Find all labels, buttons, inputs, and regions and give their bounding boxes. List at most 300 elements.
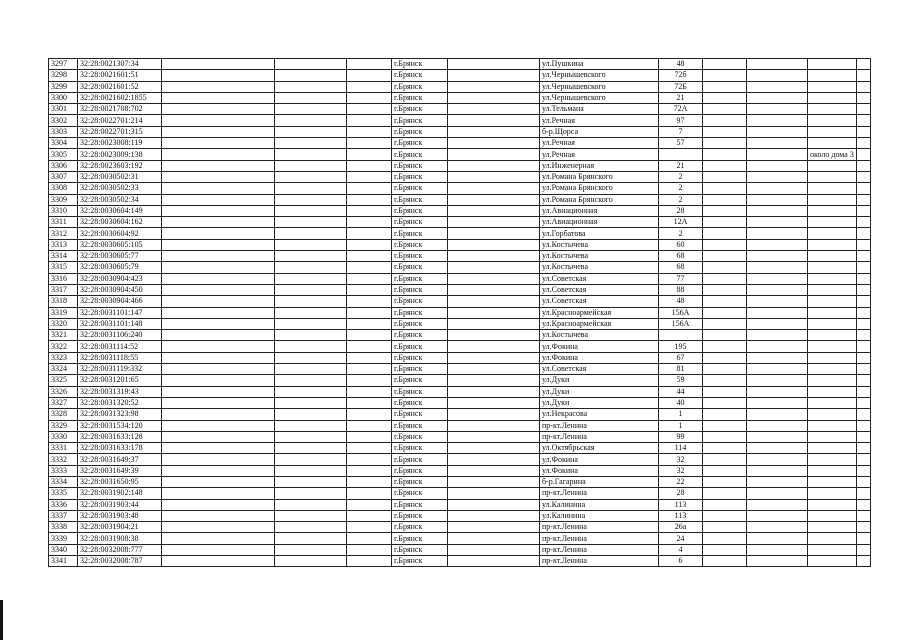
empty-cell [448, 115, 540, 126]
empty-cell [448, 70, 540, 81]
empty-cell [448, 59, 540, 70]
note-cell [808, 330, 857, 341]
empty-cell [347, 59, 392, 70]
table-row [49, 307, 871, 318]
empty-cell [747, 183, 808, 194]
table-row [49, 251, 871, 262]
note-cell [808, 341, 857, 352]
note-cell [808, 205, 857, 216]
empty-cell [703, 59, 747, 70]
row-number-cell: 3312 [49, 228, 78, 239]
table-row [49, 318, 871, 329]
street-cell: ул.Фокина [540, 341, 659, 352]
empty-cell [856, 251, 870, 262]
note-cell [808, 115, 857, 126]
empty-cell [747, 262, 808, 273]
empty-cell [448, 160, 540, 171]
note-cell [808, 183, 857, 194]
empty-cell [162, 183, 275, 194]
empty-cell [856, 194, 870, 205]
house-number-cell: 28 [659, 488, 703, 499]
empty-cell [162, 262, 275, 273]
scan-margin-mark [0, 600, 3, 640]
empty-cell [448, 251, 540, 262]
empty-cell [448, 352, 540, 363]
empty-cell [703, 556, 747, 567]
empty-cell [856, 205, 870, 216]
city-cell: г.Брянск [392, 431, 448, 442]
empty-cell [448, 397, 540, 408]
empty-cell [448, 330, 540, 341]
note-cell [808, 104, 857, 115]
empty-cell [747, 296, 808, 307]
empty-cell [162, 194, 275, 205]
city-cell: г.Брянск [392, 330, 448, 341]
empty-cell [162, 352, 275, 363]
row-number-cell: 3307 [49, 171, 78, 182]
table-row [49, 420, 871, 431]
empty-cell [162, 330, 275, 341]
house-number-cell: 28 [659, 205, 703, 216]
empty-cell [162, 228, 275, 239]
street-cell: ул.Некрасова [540, 409, 659, 420]
empty-cell [347, 454, 392, 465]
house-number-cell: 97 [659, 115, 703, 126]
empty-cell [856, 183, 870, 194]
empty-cell [347, 126, 392, 137]
empty-cell [856, 352, 870, 363]
street-cell: ул.Речная [540, 115, 659, 126]
empty-cell [856, 104, 870, 115]
cadastral-number-cell: 32:28:0031118:55 [78, 352, 162, 363]
house-number-cell: 113 [659, 499, 703, 510]
empty-cell [162, 251, 275, 262]
city-cell: г.Брянск [392, 420, 448, 431]
city-cell: г.Брянск [392, 522, 448, 533]
empty-cell [747, 522, 808, 533]
empty-cell [275, 81, 347, 92]
empty-cell [275, 59, 347, 70]
empty-cell [703, 431, 747, 442]
street-cell: ул.Советская [540, 284, 659, 295]
row-number-cell: 3326 [49, 386, 78, 397]
street-cell: пр-кт.Ленина [540, 544, 659, 555]
note-cell [808, 443, 857, 454]
street-cell: ул.Инженерная [540, 160, 659, 171]
table-row [49, 59, 871, 70]
empty-cell [747, 92, 808, 103]
empty-cell [275, 364, 347, 375]
row-number-cell: 3299 [49, 81, 78, 92]
house-number-cell: 2 [659, 183, 703, 194]
note-cell [808, 217, 857, 228]
street-cell: ул.Чернышевского [540, 92, 659, 103]
empty-cell [347, 465, 392, 476]
empty-cell [747, 228, 808, 239]
cadastral-number-cell: 32:28:0031101:147 [78, 307, 162, 318]
empty-cell [703, 533, 747, 544]
empty-cell [703, 409, 747, 420]
cadastral-number-cell: 32:28:0031650:95 [78, 476, 162, 487]
empty-cell [347, 273, 392, 284]
empty-cell [275, 296, 347, 307]
empty-cell [347, 533, 392, 544]
empty-cell [275, 307, 347, 318]
empty-cell [347, 217, 392, 228]
empty-cell [747, 499, 808, 510]
house-number-cell: 2 [659, 171, 703, 182]
house-number-cell: 12А [659, 217, 703, 228]
row-number-cell: 3336 [49, 499, 78, 510]
empty-cell [275, 522, 347, 533]
empty-cell [448, 205, 540, 216]
empty-cell [162, 397, 275, 408]
row-number-cell: 3330 [49, 431, 78, 442]
street-cell: ул.Фокина [540, 352, 659, 363]
empty-cell [703, 499, 747, 510]
house-number-cell: 81 [659, 364, 703, 375]
empty-cell [162, 92, 275, 103]
row-number-cell: 3337 [49, 510, 78, 521]
street-cell: ул.Калинина [540, 510, 659, 521]
city-cell: г.Брянск [392, 307, 448, 318]
empty-cell [162, 454, 275, 465]
empty-cell [703, 420, 747, 431]
house-number-cell: 40 [659, 397, 703, 408]
row-number-cell: 3311 [49, 217, 78, 228]
street-cell: пр-кт.Ленина [540, 488, 659, 499]
empty-cell [162, 431, 275, 442]
cadastral-number-cell: 32:28:0031903:48 [78, 510, 162, 521]
empty-cell [856, 499, 870, 510]
row-number-cell: 3339 [49, 533, 78, 544]
cadastral-number-cell: 32:28:0031319:43 [78, 386, 162, 397]
table-row [49, 409, 871, 420]
street-cell: б-р.Щорса [540, 126, 659, 137]
empty-cell [703, 183, 747, 194]
row-number-cell: 3314 [49, 251, 78, 262]
row-number-cell: 3302 [49, 115, 78, 126]
empty-cell [747, 510, 808, 521]
table-row [49, 522, 871, 533]
street-cell: пр-кт.Ленина [540, 533, 659, 544]
empty-cell [347, 364, 392, 375]
street-cell: ул.Чернышевского [540, 70, 659, 81]
table-row [49, 239, 871, 250]
empty-cell [747, 533, 808, 544]
empty-cell [347, 70, 392, 81]
cadastral-number-cell: 32:28:0031106:240 [78, 330, 162, 341]
cadastral-number-cell: 32:28:0030604:149 [78, 205, 162, 216]
empty-cell [703, 307, 747, 318]
empty-cell [856, 307, 870, 318]
empty-cell [703, 228, 747, 239]
empty-cell [347, 431, 392, 442]
note-cell [808, 499, 857, 510]
registry-table [48, 58, 871, 567]
empty-cell [275, 160, 347, 171]
cadastral-number-cell: 32:28:0021602:1855 [78, 92, 162, 103]
empty-cell [747, 205, 808, 216]
empty-cell [448, 307, 540, 318]
empty-cell [347, 262, 392, 273]
empty-cell [703, 284, 747, 295]
empty-cell [347, 341, 392, 352]
city-cell: г.Брянск [392, 149, 448, 160]
cadastral-number-cell: 32:28:0031649:37 [78, 454, 162, 465]
note-cell [808, 465, 857, 476]
empty-cell [275, 443, 347, 454]
city-cell: г.Брянск [392, 443, 448, 454]
empty-cell [856, 341, 870, 352]
cadastral-number-cell: 32:28:0031114:52 [78, 341, 162, 352]
cadastral-number-cell: 32:28:0031904:21 [78, 522, 162, 533]
empty-cell [856, 386, 870, 397]
empty-cell [747, 59, 808, 70]
empty-cell [448, 217, 540, 228]
empty-cell [275, 115, 347, 126]
empty-cell [162, 488, 275, 499]
empty-cell [703, 92, 747, 103]
empty-cell [162, 126, 275, 137]
empty-cell [703, 251, 747, 262]
table-row [49, 126, 871, 137]
empty-cell [856, 126, 870, 137]
city-cell: г.Брянск [392, 454, 448, 465]
empty-cell [347, 409, 392, 420]
note-cell [808, 556, 857, 567]
empty-cell [856, 239, 870, 250]
empty-cell [703, 217, 747, 228]
city-cell: г.Брянск [392, 126, 448, 137]
city-cell: г.Брянск [392, 81, 448, 92]
house-number-cell: 32 [659, 465, 703, 476]
house-number-cell: 67 [659, 352, 703, 363]
empty-cell [275, 194, 347, 205]
empty-cell [703, 454, 747, 465]
city-cell: г.Брянск [392, 228, 448, 239]
table-row [49, 397, 871, 408]
street-cell: ул.Советская [540, 273, 659, 284]
empty-cell [162, 70, 275, 81]
empty-cell [448, 454, 540, 465]
empty-cell [347, 307, 392, 318]
row-number-cell: 3335 [49, 488, 78, 499]
note-cell [808, 318, 857, 329]
note-cell: около дома 3 [808, 149, 857, 160]
empty-cell [703, 262, 747, 273]
empty-cell [703, 81, 747, 92]
table-row [49, 386, 871, 397]
empty-cell [747, 239, 808, 250]
empty-cell [747, 104, 808, 115]
empty-cell [448, 488, 540, 499]
empty-cell [747, 556, 808, 567]
cadastral-number-cell: 32:28:0030605:79 [78, 262, 162, 273]
street-cell: ул.Тельмана [540, 104, 659, 115]
street-cell: ул.Костычева [540, 251, 659, 262]
house-number-cell: 88 [659, 284, 703, 295]
empty-cell [347, 138, 392, 149]
city-cell: г.Брянск [392, 533, 448, 544]
empty-cell [448, 318, 540, 329]
street-cell: ул.Чернышевского [540, 81, 659, 92]
empty-cell [703, 126, 747, 137]
street-cell: ул.Фокина [540, 454, 659, 465]
empty-cell [275, 205, 347, 216]
row-number-cell: 3341 [49, 556, 78, 567]
street-cell: ул.Фокина [540, 465, 659, 476]
empty-cell [703, 510, 747, 521]
city-cell: г.Брянск [392, 510, 448, 521]
empty-cell [448, 420, 540, 431]
city-cell: г.Брянск [392, 273, 448, 284]
empty-cell [162, 375, 275, 386]
empty-cell [747, 273, 808, 284]
street-cell: ул.Романа Брянского [540, 171, 659, 182]
empty-cell [162, 465, 275, 476]
note-cell [808, 386, 857, 397]
empty-cell [275, 251, 347, 262]
empty-cell [162, 296, 275, 307]
note-cell [808, 522, 857, 533]
house-number-cell: 4 [659, 544, 703, 555]
row-number-cell: 3329 [49, 420, 78, 431]
empty-cell [347, 239, 392, 250]
empty-cell [856, 556, 870, 567]
house-number-cell: 60 [659, 239, 703, 250]
row-number-cell: 3303 [49, 126, 78, 137]
empty-cell [275, 454, 347, 465]
note-cell [808, 375, 857, 386]
empty-cell [747, 375, 808, 386]
house-number-cell: 68 [659, 251, 703, 262]
empty-cell [162, 386, 275, 397]
empty-cell [347, 296, 392, 307]
empty-cell [856, 330, 870, 341]
row-number-cell: 3308 [49, 183, 78, 194]
cadastral-number-cell: 32:28:0031323:98 [78, 409, 162, 420]
empty-cell [856, 115, 870, 126]
city-cell: г.Брянск [392, 284, 448, 295]
city-cell: г.Брянск [392, 375, 448, 386]
empty-cell [448, 126, 540, 137]
house-number-cell [659, 330, 703, 341]
empty-cell [703, 149, 747, 160]
empty-cell [703, 364, 747, 375]
table-row [49, 341, 871, 352]
empty-cell [448, 284, 540, 295]
row-number-cell: 3328 [49, 409, 78, 420]
empty-cell [747, 318, 808, 329]
empty-cell [448, 556, 540, 567]
note-cell [808, 397, 857, 408]
city-cell: г.Брянск [392, 171, 448, 182]
empty-cell [347, 443, 392, 454]
empty-cell [747, 70, 808, 81]
empty-cell [162, 239, 275, 250]
city-cell: г.Брянск [392, 160, 448, 171]
cadastral-number-cell: 32:28:0031649:39 [78, 465, 162, 476]
house-number-cell: 99 [659, 431, 703, 442]
city-cell: г.Брянск [392, 318, 448, 329]
empty-cell [703, 476, 747, 487]
table-row [49, 205, 871, 216]
empty-cell [275, 217, 347, 228]
note-cell [808, 488, 857, 499]
row-number-cell: 3317 [49, 284, 78, 295]
empty-cell [448, 171, 540, 182]
row-number-cell: 3338 [49, 522, 78, 533]
table-row [49, 465, 871, 476]
empty-cell [448, 409, 540, 420]
empty-cell [347, 544, 392, 555]
empty-cell [703, 70, 747, 81]
empty-cell [162, 443, 275, 454]
table-row [49, 352, 871, 363]
note-cell [808, 194, 857, 205]
empty-cell [703, 352, 747, 363]
row-number-cell: 3327 [49, 397, 78, 408]
empty-cell [856, 149, 870, 160]
empty-cell [856, 476, 870, 487]
street-cell: ул.Речная [540, 138, 659, 149]
city-cell: г.Брянск [392, 341, 448, 352]
empty-cell [448, 262, 540, 273]
cadastral-number-cell: 32:28:0032008:777 [78, 544, 162, 555]
row-number-cell: 3304 [49, 138, 78, 149]
note-cell [808, 284, 857, 295]
empty-cell [703, 138, 747, 149]
row-number-cell: 3306 [49, 160, 78, 171]
empty-cell [747, 386, 808, 397]
empty-cell [162, 104, 275, 115]
empty-cell [856, 92, 870, 103]
cadastral-number-cell: 32:28:0021307:34 [78, 59, 162, 70]
empty-cell [747, 81, 808, 92]
street-cell: ул.Красноармейская [540, 307, 659, 318]
empty-cell [162, 138, 275, 149]
empty-cell [747, 115, 808, 126]
note-cell [808, 510, 857, 521]
street-cell: ул.Романа Брянского [540, 183, 659, 194]
house-number-cell: 26а [659, 522, 703, 533]
street-cell: ул.Пушкина [540, 59, 659, 70]
empty-cell [703, 397, 747, 408]
street-cell: пр-кт.Ленина [540, 556, 659, 567]
table-row [49, 273, 871, 284]
cadastral-number-cell: 32:28:0030605:77 [78, 251, 162, 262]
empty-cell [347, 318, 392, 329]
empty-cell [448, 522, 540, 533]
empty-cell [275, 465, 347, 476]
city-cell: г.Брянск [392, 386, 448, 397]
empty-cell [856, 138, 870, 149]
empty-cell [162, 160, 275, 171]
row-number-cell: 3315 [49, 262, 78, 273]
empty-cell [856, 465, 870, 476]
house-number-cell: 77 [659, 273, 703, 284]
empty-cell [856, 217, 870, 228]
note-cell [808, 296, 857, 307]
table-row [49, 330, 871, 341]
empty-cell [162, 59, 275, 70]
empty-cell [162, 341, 275, 352]
empty-cell [747, 352, 808, 363]
empty-cell [856, 228, 870, 239]
city-cell: г.Брянск [392, 183, 448, 194]
cadastral-number-cell: 32:28:0030502:31 [78, 171, 162, 182]
